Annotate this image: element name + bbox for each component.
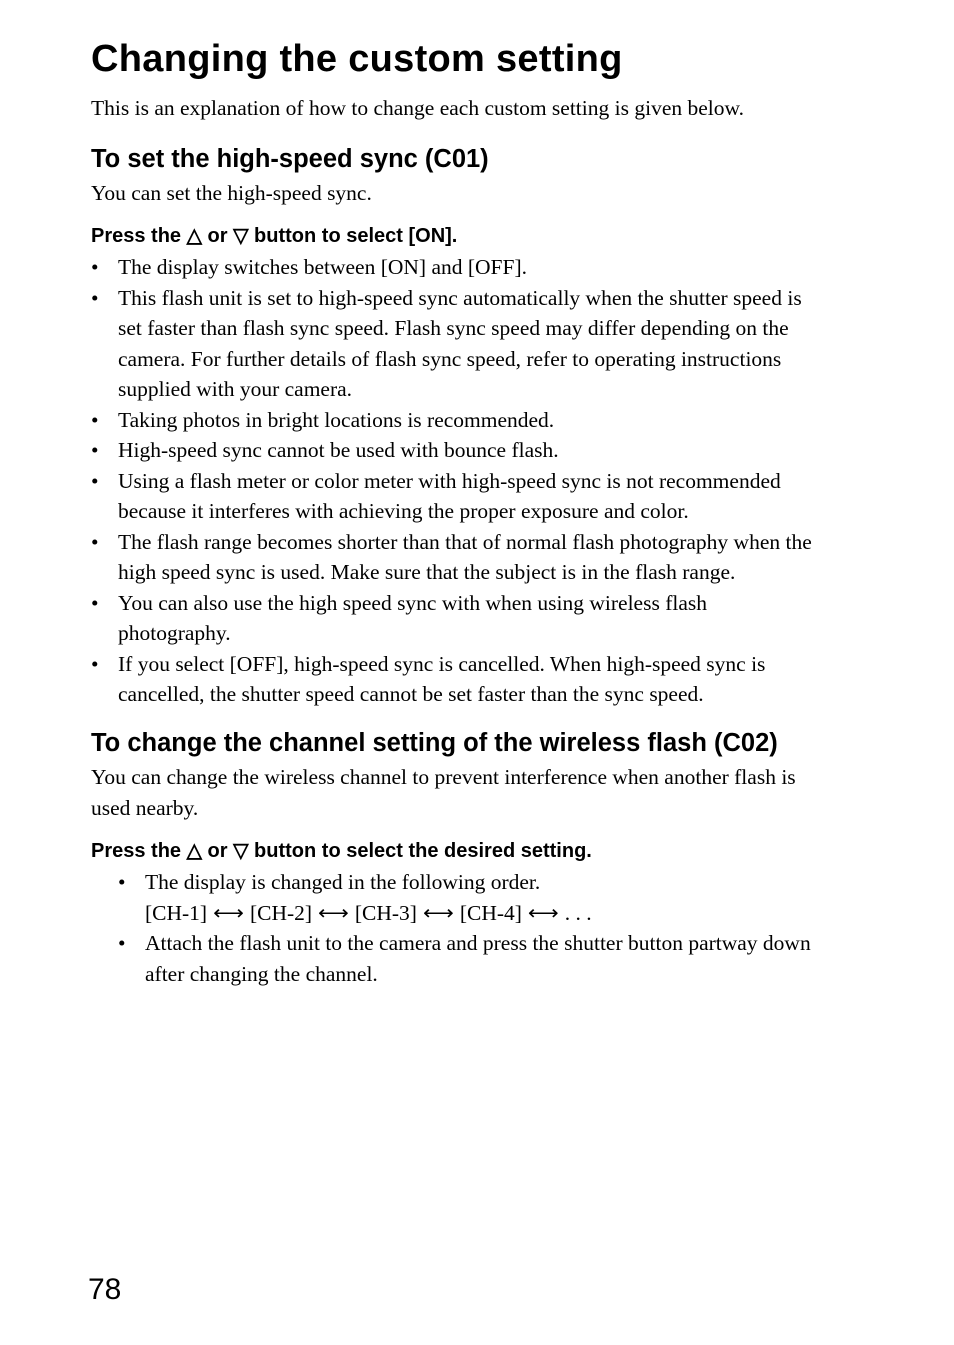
list-item: • Attach the flash unit to the camera and press the shutter button partway down after changing the channel. <box>118 928 811 989</box>
bullet-list-c01 <box>91 252 812 710</box>
bullet-icon: • <box>91 255 99 279</box>
channel-label: [CH-4] <box>459 900 522 925</box>
channel-ellipsis: . . . <box>564 900 592 925</box>
step-instruction-c02: Press the △ or ▽ button to select the desired setting. <box>91 840 592 862</box>
list-item: • Taking photos in bright locations is recommended. <box>91 405 812 436</box>
bullet-icon: • <box>91 468 99 493</box>
page-title: Changing the custom setting <box>91 38 623 80</box>
channel-label: [CH-3] <box>354 900 417 925</box>
list-item: • The display switches between [ON] and [OFF]. <box>91 252 812 283</box>
section-c01-description: You can set the high-speed sync. <box>91 181 372 205</box>
bullet-icon: • <box>118 931 126 955</box>
double-arrow-icon: ⟷ <box>527 900 559 925</box>
double-arrow-icon: ⟷ <box>422 900 454 925</box>
bullet-icon: • <box>91 529 99 554</box>
bullet-icon: • <box>91 651 99 676</box>
section-heading-c01: To set the high-speed sync (C01) <box>91 145 489 173</box>
channel-label: [CH-1] <box>145 900 208 925</box>
section-heading-c02: To change the channel setting of the wireless flash (C02) <box>91 729 778 757</box>
list-item: • The flash range becomes shorter than that of normal flash photography when the high speed sync is used. Make sure that the subject is in the flash range. <box>91 527 812 588</box>
list-item: • This flash unit is set to high-speed sync automatically when the shutter speed is set faster than flash sync speed. Flash sync speed may differ depending on the camera. For further details of flash sync speed, refer to operating instructions supplied with your camera. <box>91 283 812 405</box>
bullet-list-c02 <box>118 867 811 989</box>
list-item: • Using a flash meter or color meter with high-speed sync is not recommended because it interferes with achieving the proper exposure and color. <box>91 466 812 527</box>
double-arrow-icon: ⟷ <box>213 900 244 925</box>
list-item: • You can also use the high speed sync with when using wireless flash photography. <box>91 588 812 649</box>
list-item: • If you select [OFF], high-speed sync is cancelled. When high-speed sync is cancelled, the shutter speed cannot be set faster than the sync speed. <box>91 649 812 710</box>
list-item: • The display is changed in the following order. [CH-1] ⟷ [CH-2] ⟷ [CH-3] ⟷ [CH-4] ⟷ . . . <box>118 867 811 928</box>
page-number: 78 <box>88 1273 122 1306</box>
bullet-icon: • <box>91 285 99 310</box>
channel-sequence <box>145 901 592 925</box>
step-instruction-c01: Press the △ or ▽ button to select [ON]. <box>91 225 458 247</box>
bullet-icon: • <box>91 407 99 432</box>
list-item: • High-speed sync cannot be used with bounce flash. <box>91 435 812 466</box>
section-c02-description: You can change the wireless channel to prevent interference when another flash is used nearby. <box>91 765 796 820</box>
channel-label: [CH-2] <box>249 900 313 925</box>
intro-text: This is an explanation of how to change each custom setting is given below. <box>91 96 745 120</box>
bullet-icon: • <box>91 438 99 462</box>
bullet-icon: • <box>91 590 99 615</box>
bullet-icon: • <box>118 870 126 894</box>
double-arrow-icon: ⟷ <box>318 900 349 925</box>
